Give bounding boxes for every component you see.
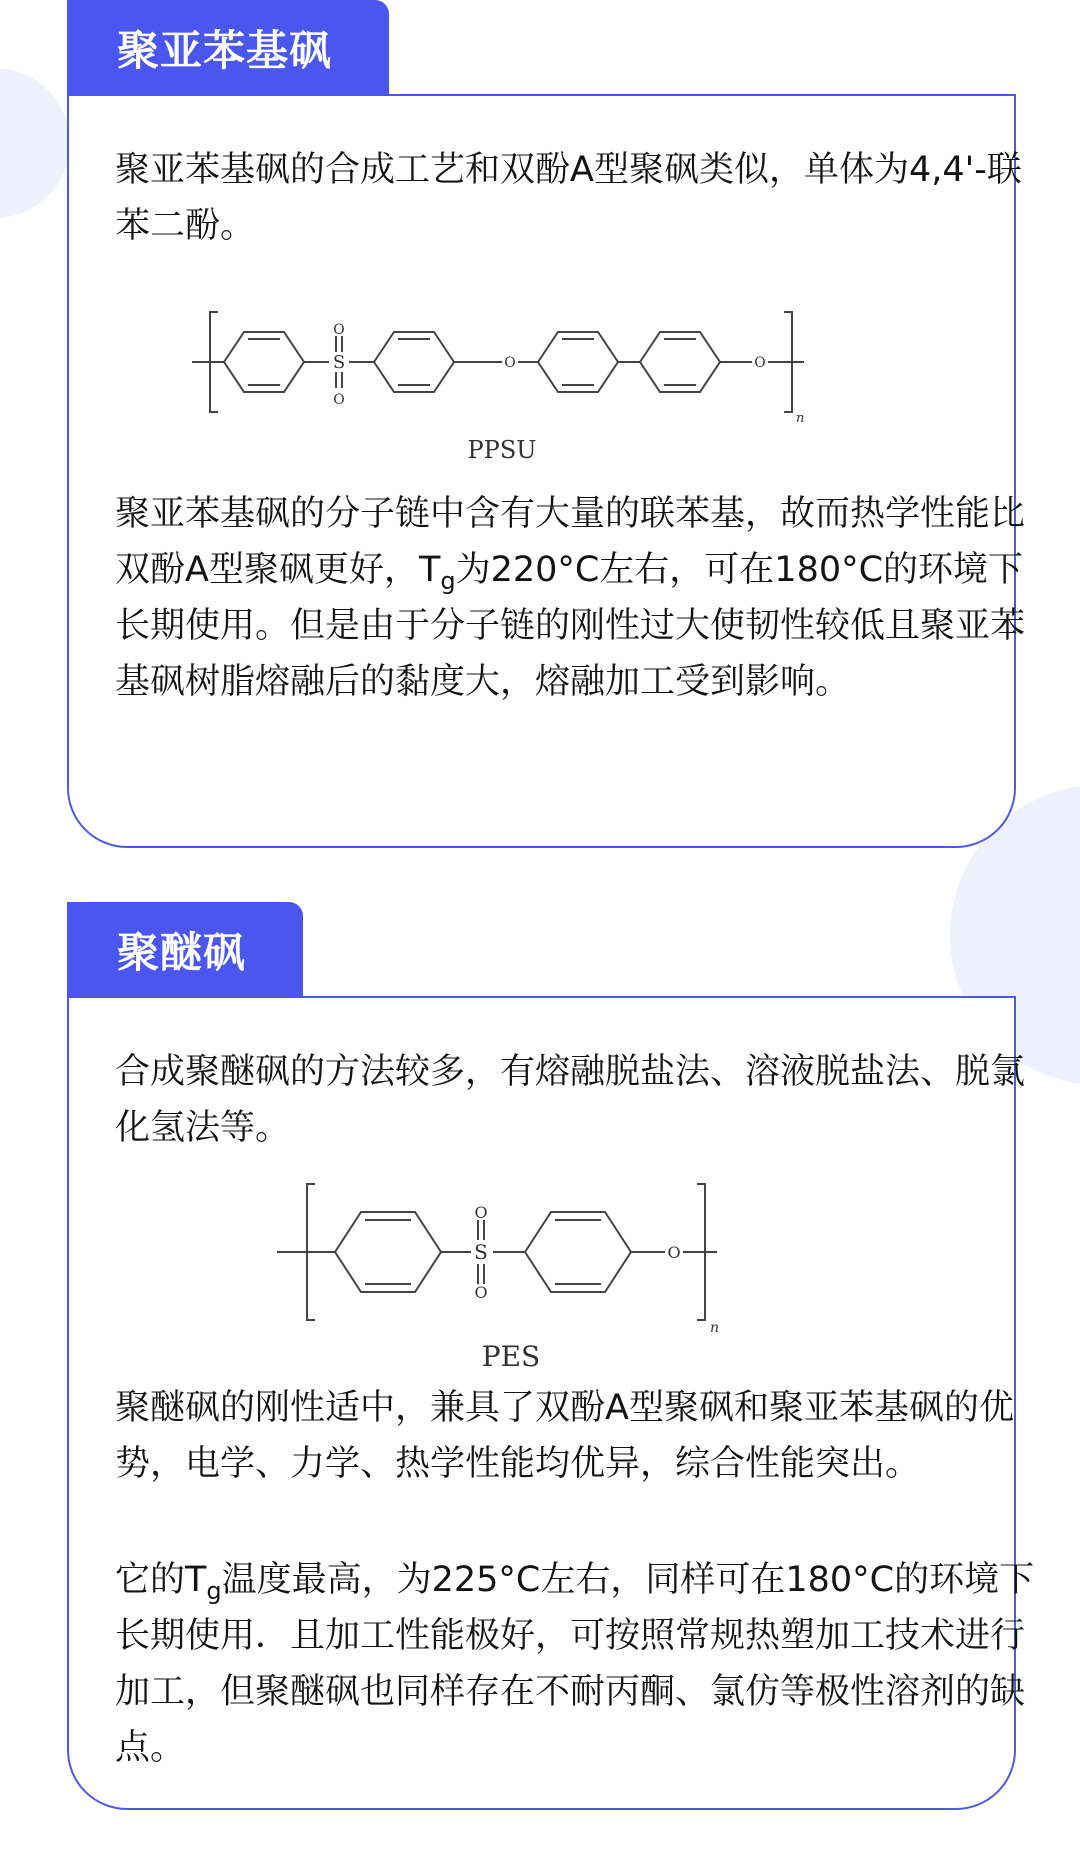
oxygen-label: O <box>754 355 766 371</box>
formula-bonds <box>192 312 804 412</box>
paragraph: 它的$T_g$温度最高，为225°C左右，同样可在180°C的环境下长期使用．且加工性能极好，可按照常规热塑加工技术进行加工，但聚醚砜也同样存在不耐丙酮、氯仿等极性溶剂的缺点。 <box>115 1560 1035 1768</box>
pes-structure-figure <box>273 1172 803 1372</box>
decor-circle-left <box>0 68 70 218</box>
paragraph: 聚醚砜的刚性适中，兼具了双酚A型聚砜和聚亚苯基砜的优势，电学、力学、热学性能均优异，综合性能突出。 <box>115 1388 1014 1484</box>
oxygen-label: O <box>333 392 345 408</box>
oxygen-label: O <box>474 1283 488 1302</box>
paragraph: 聚亚苯基砜的合成工艺和双酚A型聚砜类似，单体为4,4'-联苯二酚。 <box>115 150 1022 246</box>
formula-bonds <box>277 1184 717 1320</box>
repeat-unit-subscript: n <box>710 1320 720 1336</box>
figure-caption: PPSU <box>467 436 537 464</box>
benzene-ring <box>640 332 720 392</box>
section-pes <box>67 902 1035 1810</box>
benzene-ring <box>525 1212 631 1292</box>
section-title: 聚醚砜 <box>117 928 247 977</box>
benzene-ring <box>335 1212 441 1292</box>
sulfur-label: S <box>474 1240 488 1264</box>
oxygen-label: O <box>504 355 516 371</box>
paragraph: 合成聚醚砜的方法较多，有熔融脱盐法、溶液脱盐法、脱氯化氢法等。 <box>115 1052 1026 1148</box>
sulfur-label: S <box>332 352 346 373</box>
figure-caption: PES <box>481 1340 541 1372</box>
benzene-ring <box>374 332 454 392</box>
benzene-ring <box>224 332 304 392</box>
paragraph: 聚亚苯基砜的分子链中含有大量的联苯基，故而热学性能比双酚A型聚砜更好，$T_g$为220°C左右，可在180°C的环境下长期使用。但是由于分子链的刚性过大使韧性较低且聚亚苯基砜树脂熔融后的黏度大，熔融加工受到影响。 <box>115 494 1026 702</box>
section-ppsu <box>67 0 1026 848</box>
ppsu-structure-figure <box>184 300 864 470</box>
section-title: 聚亚苯基砜 <box>117 26 333 75</box>
structural-formula <box>184 300 864 470</box>
section-title-tab <box>67 0 389 96</box>
oxygen-label: O <box>474 1203 488 1222</box>
section-title-tab <box>67 902 303 998</box>
structural-formula <box>273 1172 803 1372</box>
repeat-unit-subscript: n <box>796 411 805 426</box>
oxygen-label: O <box>667 1243 681 1262</box>
oxygen-label: O <box>333 322 345 338</box>
benzene-ring <box>538 332 618 392</box>
